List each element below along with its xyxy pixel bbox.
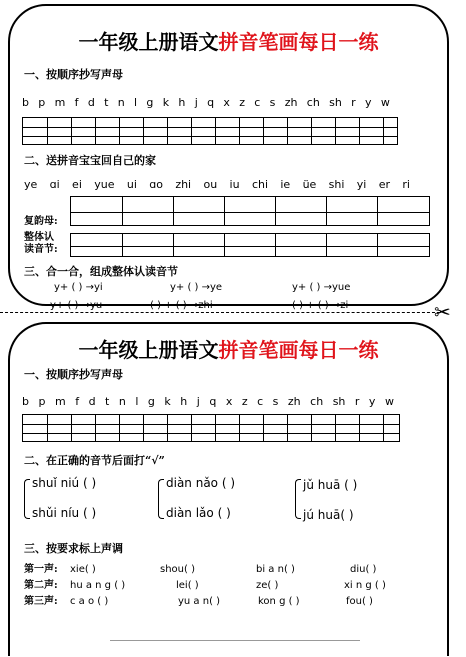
initial-letter: r xyxy=(354,395,360,408)
worksheet-bottom xyxy=(8,322,449,656)
worksheet-top xyxy=(8,4,449,311)
initials-row xyxy=(22,96,390,109)
final-item: ie xyxy=(280,178,291,191)
initial-letter: p xyxy=(38,96,46,109)
brace xyxy=(158,479,164,519)
section-heading: 一、按顺序抄写声母 xyxy=(24,368,123,381)
pinyin-option: jú huā( ) xyxy=(303,508,354,522)
initial-letter: b xyxy=(22,96,29,109)
final-item: ri xyxy=(402,178,410,191)
initial-letter: t xyxy=(104,96,109,109)
final-item: üe xyxy=(302,178,317,191)
initial-letter: g xyxy=(147,395,155,408)
section-heading: 一、按顺序抄写声母 xyxy=(24,68,123,81)
initials-row xyxy=(22,395,394,408)
tone-item: ze( ) xyxy=(256,580,279,591)
final-item: ei xyxy=(72,178,82,191)
initial-letter: f xyxy=(74,96,79,109)
initial-letter: zh xyxy=(287,395,301,408)
initial-letter: sh xyxy=(332,395,346,408)
initial-letter: k xyxy=(162,96,170,109)
final-item: ui xyxy=(126,178,137,191)
finals-row xyxy=(24,178,410,191)
tone-item: diu( ) xyxy=(350,564,377,575)
initial-letter: q xyxy=(207,96,215,109)
initial-letter: s xyxy=(269,96,276,109)
initial-letter: l xyxy=(135,395,139,408)
tone-item: c a o ( ) xyxy=(70,596,109,607)
initial-letter: d xyxy=(87,96,95,109)
tone-item: lei( ) xyxy=(176,580,199,591)
exercise-item: y+ ( ) →ye xyxy=(170,282,223,293)
final-item: shi xyxy=(328,178,345,191)
initial-letter: m xyxy=(54,96,66,109)
pinyin-option: diàn lǎo ( ) xyxy=(166,506,231,520)
final-item: yi xyxy=(356,178,367,191)
initial-letter: t xyxy=(105,395,110,408)
initial-letter: zh xyxy=(284,96,298,109)
initial-letter: k xyxy=(164,395,171,408)
page-title: 一年级上册语文拼音笔画每日一练 xyxy=(78,30,379,54)
initial-letter: b xyxy=(22,395,29,408)
exercise-item: y+ ( ) →yu xyxy=(50,300,103,311)
whole-syllable-label: 整体认 读音节: xyxy=(24,232,58,255)
section-heading: 二、在正确的音节后面打“√” xyxy=(24,454,165,467)
divider xyxy=(110,640,360,641)
initial-letter: m xyxy=(54,395,66,408)
brace xyxy=(24,479,30,519)
scissors-icon: ✂ xyxy=(434,300,451,324)
initial-letter: q xyxy=(209,395,217,408)
final-item: ou xyxy=(203,178,218,191)
initial-letter: d xyxy=(88,395,96,408)
writing-grid xyxy=(22,414,400,442)
initial-letter: r xyxy=(351,96,356,109)
tone-item: hu a n g ( ) xyxy=(70,580,126,591)
initial-letter: h xyxy=(180,395,188,408)
tone-item: xi n g ( ) xyxy=(344,580,386,591)
section-heading: 三、合一合，组成整体认读音节 xyxy=(24,265,178,278)
initial-letter: p xyxy=(38,395,46,408)
initial-letter: l xyxy=(134,96,138,109)
brace xyxy=(295,479,301,519)
initial-letter: y xyxy=(368,395,376,408)
pinyin-option: diàn nǎo ( ) xyxy=(166,476,236,490)
final-item: chi xyxy=(251,178,269,191)
initial-letter: g xyxy=(146,96,154,109)
pinyin-option: shuǐ niú ( ) xyxy=(32,476,97,490)
tone-item: fou( ) xyxy=(346,596,373,607)
cut-line xyxy=(0,312,440,313)
initial-letter: c xyxy=(257,395,264,408)
initial-letter: w xyxy=(380,96,390,109)
tone-label: 第一声: xyxy=(24,564,58,575)
pinyin-option: shǔi níu ( ) xyxy=(32,506,97,520)
section-heading: 三、按要求标上声调 xyxy=(24,542,123,555)
tone-item: bi a n( ) xyxy=(256,564,295,575)
initial-letter: z xyxy=(239,96,245,109)
section-heading: 二、送拼音宝宝回自己的家 xyxy=(24,154,156,167)
compound-finals-label: 复韵母: xyxy=(24,216,58,227)
initial-letter: x xyxy=(225,395,233,408)
exercise-item: y+ ( ) →yi xyxy=(54,282,103,293)
initial-letter: c xyxy=(254,96,261,109)
exercise-item: y+ ( ) →yue xyxy=(292,282,351,293)
tone-item: shou( ) xyxy=(160,564,195,575)
initial-letter: n xyxy=(117,96,125,109)
initial-letter: s xyxy=(272,395,279,408)
writing-grid xyxy=(22,117,398,145)
final-item: yue xyxy=(94,178,115,191)
tone-item: yu a n( ) xyxy=(178,596,221,607)
initial-letter: ch xyxy=(306,96,320,109)
page-title: 一年级上册语文拼音笔画每日一练 xyxy=(78,338,379,362)
initial-letter: w xyxy=(384,395,394,408)
final-item: ɑi xyxy=(49,178,60,191)
exercise-item: ( ) + ( ) →zhi xyxy=(150,300,213,311)
pinyin-option: jǔ huā ( ) xyxy=(303,478,358,492)
final-item: ɑo xyxy=(149,178,163,191)
tone-label: 第三声: xyxy=(24,596,58,607)
initial-letter: x xyxy=(223,96,230,109)
final-item: zhi xyxy=(175,178,192,191)
initial-letter: j xyxy=(194,96,198,109)
initial-letter: ch xyxy=(310,395,324,408)
final-item: ye xyxy=(24,178,38,191)
answer-grid xyxy=(70,233,430,257)
exercise-item: ( ) + ( ) →zi xyxy=(292,300,349,311)
tone-item: xie( ) xyxy=(70,564,96,575)
final-item: iu xyxy=(229,178,240,191)
initial-letter: sh xyxy=(329,96,342,109)
tone-item: kon g ( ) xyxy=(258,596,300,607)
initial-letter: y xyxy=(364,96,372,109)
initial-letter: n xyxy=(118,395,126,408)
tone-label: 第二声: xyxy=(24,580,58,591)
initial-letter: f xyxy=(75,395,80,408)
initial-letter: j xyxy=(196,395,200,408)
initial-letter: h xyxy=(178,96,186,109)
initial-letter: z xyxy=(241,395,248,408)
answer-grid xyxy=(70,196,430,226)
final-item: er xyxy=(378,178,391,191)
